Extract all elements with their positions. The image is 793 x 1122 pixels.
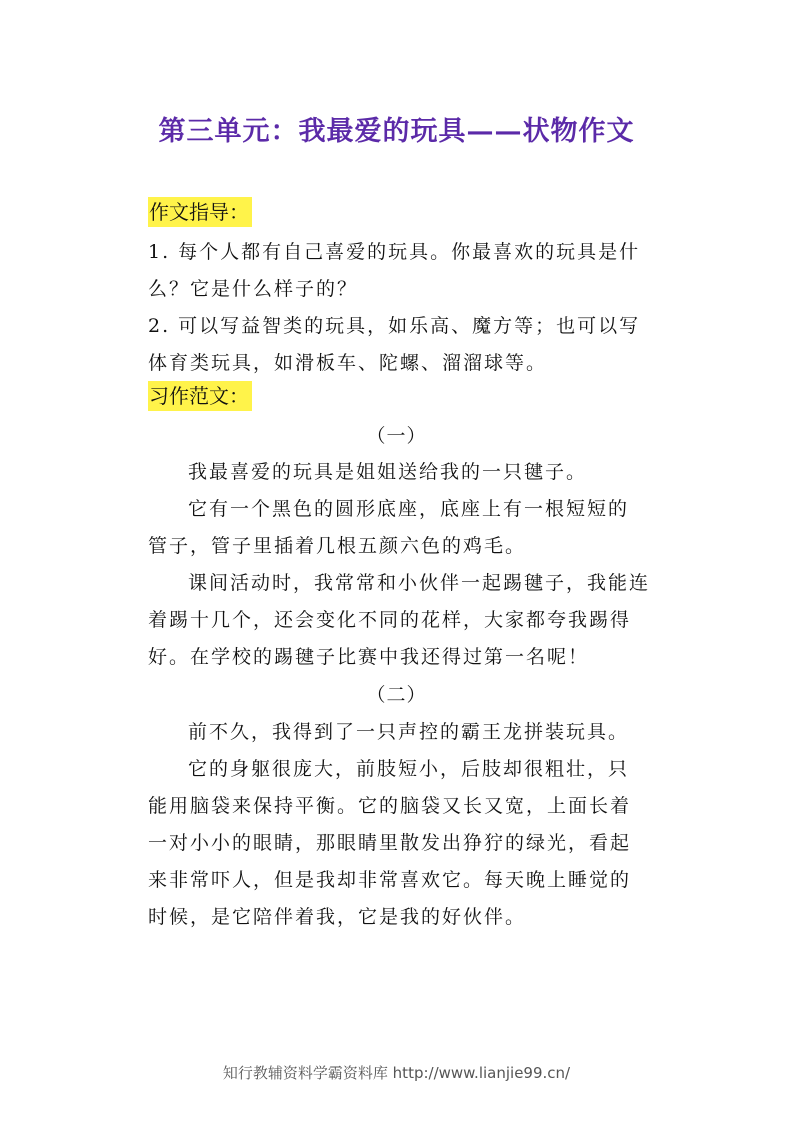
guidance-line-1: 1. 每个人都有自己喜爱的玩具。你最喜欢的玩具是什: [148, 241, 641, 263]
essay-1-line-1: 我最喜爱的玩具是姐姐送给我的一只毽子。: [188, 461, 588, 483]
footer-source: 知行教辅资料学霸资料库 http://www.lianjie99.cn/: [222, 1064, 571, 1082]
essay-2-line-6: 时候，是它陪伴着我，它是我的好伙伴。: [148, 906, 527, 928]
guidance-label: 作文指导：: [148, 197, 252, 227]
guidance-line-4: 体育类玩具，如滑板车、陀螺、溜溜球等。: [148, 352, 548, 374]
essay-1-line-2: 它有一个黑色的圆形底座，底座上有一根短短的: [188, 498, 630, 520]
essay-1-line-3: 管子，管子里插着几根五颜六色的鸡毛。: [148, 535, 527, 557]
essay-2-line-5: 来非常吓人，但是我却非常喜欢它。每天晚上睡觉的: [148, 869, 632, 891]
essay-2-line-2: 它的身躯很庞大，前肢短小，后肢却很粗壮，只: [188, 758, 630, 780]
essay-2-line-4: 一对小小的眼睛，那眼睛里散发出狰狞的绿光，看起: [148, 832, 632, 854]
page-title: 第三单元：我最爱的玩具——状物作文: [158, 116, 635, 147]
guidance-line-3: 2. 可以写益智类的玩具，如乐高、魔方等；也可以写: [148, 315, 641, 337]
essay-2-line-3: 能用脑袋来保持平衡。它的脑袋又长又宽，上面长着: [148, 795, 632, 817]
guidance-line-2: 么？它是什么样子的？: [148, 278, 359, 300]
essay-1-heading: （一）: [366, 425, 427, 447]
essay-2-heading: （二）: [366, 684, 427, 706]
essay-1-line-6: 好。在学校的踢毽子比赛中我还得过第一名呢！: [148, 646, 590, 668]
essay-1-line-4: 课间活动时，我常常和小伙伴一起踢毽子，我能连: [188, 572, 651, 594]
essay-2-line-1: 前不久，我得到了一只声控的霸王龙拼装玩具。: [188, 721, 630, 743]
essay-1-line-5: 着踢十几个，还会变化不同的花样，大家都夸我踢得: [148, 609, 632, 631]
samples-label: 习作范文：: [148, 381, 252, 411]
